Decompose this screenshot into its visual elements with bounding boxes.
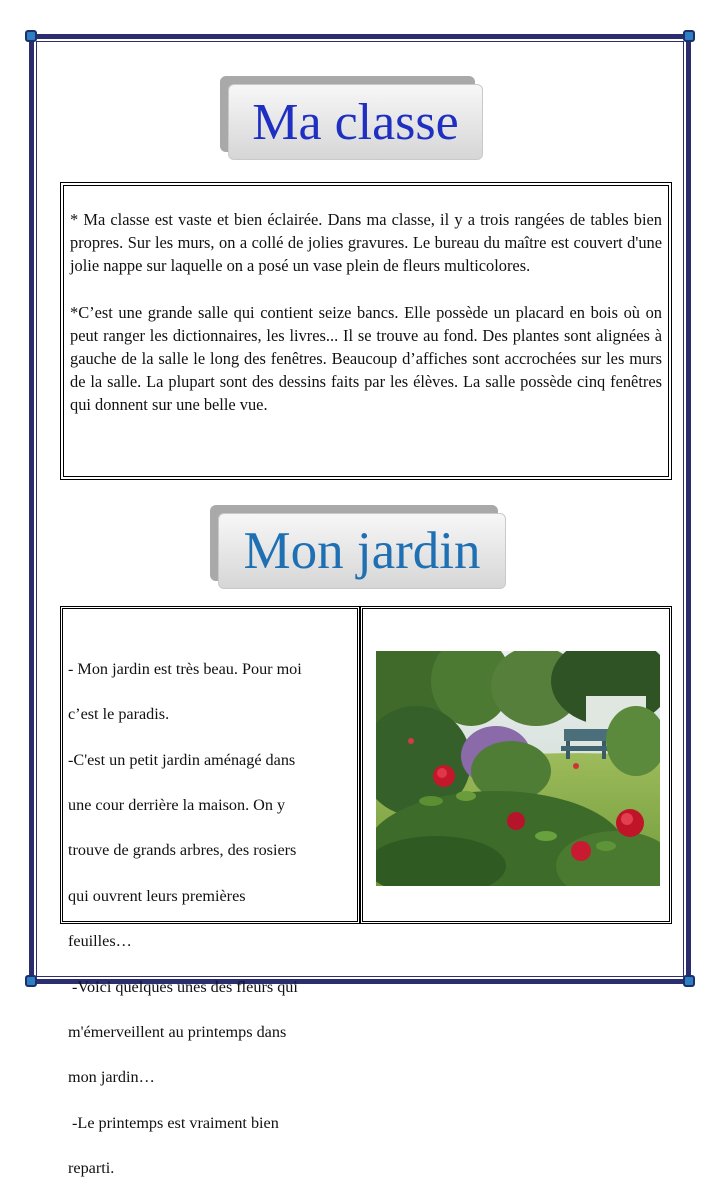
garden-line: mon jardin…: [68, 1068, 155, 1087]
garden-line: -Le printemps est vraiment bien: [68, 1113, 279, 1132]
frame-corner-top-left: [25, 30, 37, 42]
garden-photo: [376, 651, 660, 886]
garden-title-banner: [210, 505, 508, 591]
garden-line: qui ouvrent leurs premières: [68, 886, 246, 905]
garden-line: -C'est un petit jardin aménagé dans: [68, 750, 296, 769]
garden-title: Mon jardin: [243, 522, 481, 580]
garden-line: une cour derrière la maison. On y: [68, 795, 286, 814]
classroom-paragraph-1: * Ma classe est vaste et bien éclairée. Dans ma classe, il y a trois rangées de tables bien propres. Sur les murs, on a collé de jolies gravures. Le bureau du maître est couvert d'une jolie nappe sur laquelle on a posé un vase plein de fleurs multicolores.: [70, 210, 662, 276]
garden-text-cell: [60, 606, 360, 1178]
classroom-paragraph-2: *C’est une grande salle qui contient seize bancs. Elle possède un placard en bois où on peut ranger les dictionnaires, les livres... Il se trouve au fond. Des plantes sont alignées à gauche de la salle le long des fenêtres. Beaucoup d’affiches sont accrochées sur les murs de la salle. La plupart sont des dessins faits par les élèves. La salle possède cinq fenêtres qui donnent sur une belle vue.: [70, 302, 662, 415]
frame-corner-bottom-left: [25, 975, 37, 987]
garden-text: [68, 635, 351, 1203]
garden-line: c’est le paradis.: [68, 705, 170, 724]
classroom-title-banner: [220, 76, 485, 162]
garden-line: feuilles…: [68, 932, 132, 951]
garden-image-cell: [360, 606, 672, 924]
garden-line: -Voici quelques unes des fleurs qui: [68, 977, 298, 996]
frame-corner-top-right: [683, 30, 695, 42]
garden-line: - Mon jardin est très beau. Pour moi: [68, 659, 302, 678]
garden-line: trouve de grands arbres, des rosiers: [68, 841, 297, 860]
garden-line: m'émerveillent au printemps dans: [68, 1022, 287, 1041]
classroom-title: Ma classe: [252, 93, 459, 151]
frame-corner-bottom-right: [683, 975, 695, 987]
classroom-text-box: [60, 182, 672, 480]
garden-line: reparti.: [68, 1159, 115, 1178]
